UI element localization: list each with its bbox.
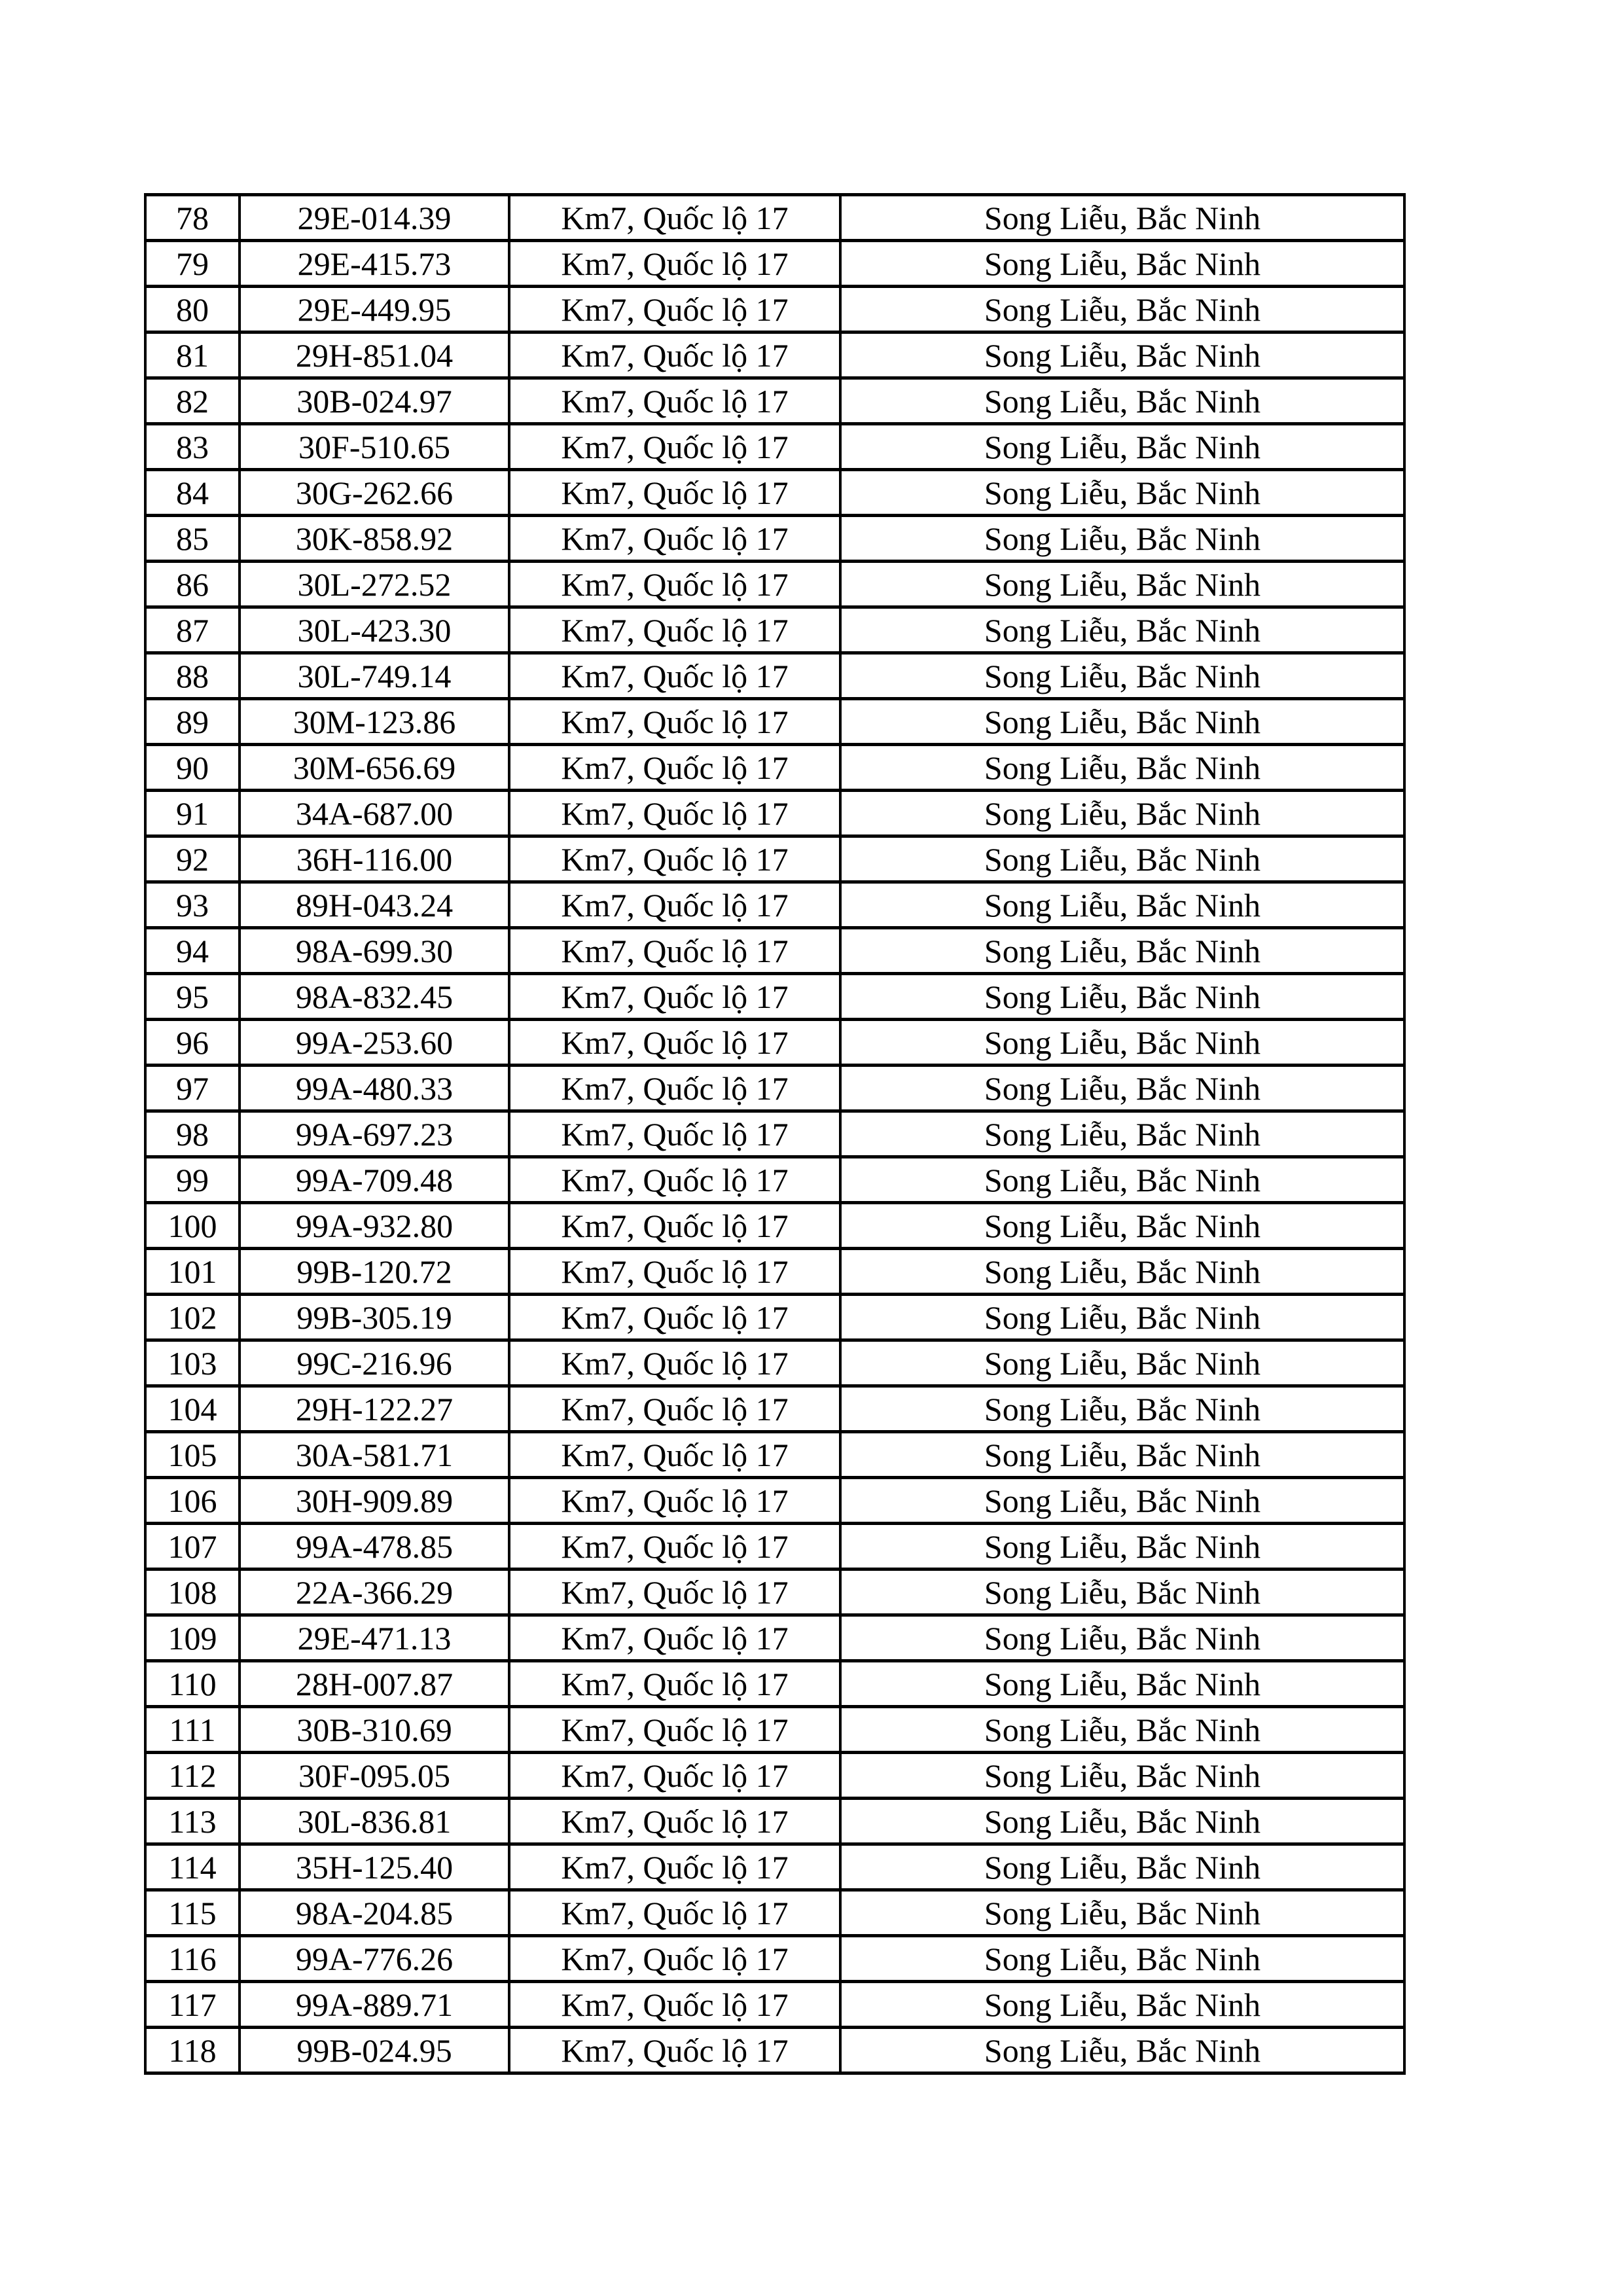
cell-no: 97 [145,1066,240,1111]
cell-location: Km7, Quốc lộ 17 [509,1570,840,1615]
cell-no: 92 [145,836,240,882]
table-row [145,653,1404,699]
cell-plate: 99A-697.23 [240,1111,509,1157]
cell-plate: 29E-471.13 [240,1615,509,1661]
cell-plate: 98A-832.45 [240,974,509,1020]
cell-no: 107 [145,1524,240,1570]
cell-plate: 30H-909.89 [240,1478,509,1524]
cell-no: 81 [145,332,240,378]
cell-plate: 30L-423.30 [240,607,509,653]
table-row [145,1111,1404,1157]
cell-address: Song Liễu, Bắc Ninh [840,1844,1404,1890]
cell-no: 118 [145,2028,240,2073]
cell-location: Km7, Quốc lộ 17 [509,1432,840,1478]
cell-plate: 30L-836.81 [240,1799,509,1844]
cell-address: Song Liễu, Bắc Ninh [840,1570,1404,1615]
cell-plate: 35H-125.40 [240,1844,509,1890]
cell-address: Song Liễu, Bắc Ninh [840,516,1404,562]
cell-no: 94 [145,928,240,974]
cell-no: 86 [145,562,240,607]
vehicle-plate-table [144,193,1406,2075]
table-row [145,1753,1404,1799]
cell-plate: 99B-024.95 [240,2028,509,2073]
cell-location: Km7, Quốc lộ 17 [509,1844,840,1890]
table-row [145,745,1404,791]
cell-address: Song Liễu, Bắc Ninh [840,791,1404,836]
cell-address: Song Liễu, Bắc Ninh [840,1066,1404,1111]
cell-address: Song Liễu, Bắc Ninh [840,1661,1404,1707]
cell-no: 106 [145,1478,240,1524]
cell-location: Km7, Quốc lộ 17 [509,745,840,791]
table-row [145,1157,1404,1203]
cell-location: Km7, Quốc lộ 17 [509,928,840,974]
cell-plate: 29H-851.04 [240,332,509,378]
cell-location: Km7, Quốc lộ 17 [509,195,840,241]
cell-no: 116 [145,1936,240,1982]
table-row [145,1524,1404,1570]
cell-plate: 30L-272.52 [240,562,509,607]
cell-plate: 99A-253.60 [240,1020,509,1066]
cell-address: Song Liễu, Bắc Ninh [840,1203,1404,1249]
cell-no: 114 [145,1844,240,1890]
cell-address: Song Liễu, Bắc Ninh [840,1111,1404,1157]
table-row [145,1432,1404,1478]
cell-plate: 89H-043.24 [240,882,509,928]
cell-location: Km7, Quốc lộ 17 [509,1295,840,1340]
cell-address: Song Liễu, Bắc Ninh [840,378,1404,424]
cell-plate: 30M-123.86 [240,699,509,745]
cell-plate: 34A-687.00 [240,791,509,836]
cell-address: Song Liễu, Bắc Ninh [840,745,1404,791]
cell-location: Km7, Quốc lộ 17 [509,1340,840,1386]
cell-address: Song Liễu, Bắc Ninh [840,1340,1404,1386]
cell-no: 104 [145,1386,240,1432]
cell-no: 85 [145,516,240,562]
cell-address: Song Liễu, Bắc Ninh [840,562,1404,607]
cell-plate: 30M-656.69 [240,745,509,791]
cell-location: Km7, Quốc lộ 17 [509,470,840,516]
table-row [145,928,1404,974]
cell-plate: 30L-749.14 [240,653,509,699]
table-row [145,2028,1404,2073]
cell-address: Song Liễu, Bắc Ninh [840,1890,1404,1936]
table-row [145,1203,1404,1249]
cell-no: 110 [145,1661,240,1707]
cell-plate: 99A-776.26 [240,1936,509,1982]
cell-plate: 99A-480.33 [240,1066,509,1111]
cell-no: 105 [145,1432,240,1478]
cell-location: Km7, Quốc lộ 17 [509,1890,840,1936]
cell-location: Km7, Quốc lộ 17 [509,1020,840,1066]
cell-location: Km7, Quốc lộ 17 [509,1157,840,1203]
cell-plate: 28H-007.87 [240,1661,509,1707]
table-row [145,607,1404,653]
table-row [145,1295,1404,1340]
cell-no: 83 [145,424,240,470]
cell-address: Song Liễu, Bắc Ninh [840,699,1404,745]
cell-no: 112 [145,1753,240,1799]
cell-no: 90 [145,745,240,791]
cell-no: 84 [145,470,240,516]
cell-plate: 22A-366.29 [240,1570,509,1615]
cell-location: Km7, Quốc lộ 17 [509,653,840,699]
table-row [145,332,1404,378]
table-row [145,516,1404,562]
cell-no: 80 [145,287,240,332]
cell-location: Km7, Quốc lộ 17 [509,882,840,928]
cell-location: Km7, Quốc lộ 17 [509,1799,840,1844]
cell-plate: 29E-014.39 [240,195,509,241]
cell-address: Song Liễu, Bắc Ninh [840,195,1404,241]
cell-location: Km7, Quốc lộ 17 [509,1615,840,1661]
cell-location: Km7, Quốc lộ 17 [509,699,840,745]
cell-location: Km7, Quốc lộ 17 [509,1936,840,1982]
cell-plate: 99B-120.72 [240,1249,509,1295]
cell-address: Song Liễu, Bắc Ninh [840,836,1404,882]
cell-no: 87 [145,607,240,653]
cell-address: Song Liễu, Bắc Ninh [840,1799,1404,1844]
cell-location: Km7, Quốc lộ 17 [509,378,840,424]
table-row [145,1020,1404,1066]
cell-plate: 30F-095.05 [240,1753,509,1799]
table-row [145,1936,1404,1982]
cell-address: Song Liễu, Bắc Ninh [840,1982,1404,2028]
cell-location: Km7, Quốc lộ 17 [509,1386,840,1432]
cell-no: 78 [145,195,240,241]
cell-address: Song Liễu, Bắc Ninh [840,287,1404,332]
cell-plate: 99C-216.96 [240,1340,509,1386]
cell-location: Km7, Quốc lộ 17 [509,424,840,470]
table-row [145,562,1404,607]
cell-address: Song Liễu, Bắc Ninh [840,607,1404,653]
cell-no: 99 [145,1157,240,1203]
cell-address: Song Liễu, Bắc Ninh [840,1615,1404,1661]
cell-address: Song Liễu, Bắc Ninh [840,653,1404,699]
cell-plate: 30K-858.92 [240,516,509,562]
cell-address: Song Liễu, Bắc Ninh [840,1157,1404,1203]
table-body [145,195,1404,2073]
cell-address: Song Liễu, Bắc Ninh [840,1524,1404,1570]
table-row [145,1386,1404,1432]
cell-location: Km7, Quốc lộ 17 [509,1478,840,1524]
cell-location: Km7, Quốc lộ 17 [509,1066,840,1111]
cell-address: Song Liễu, Bắc Ninh [840,1386,1404,1432]
cell-location: Km7, Quốc lộ 17 [509,1707,840,1753]
cell-no: 115 [145,1890,240,1936]
table-row [145,1707,1404,1753]
cell-no: 93 [145,882,240,928]
table-row [145,1982,1404,2028]
cell-address: Song Liễu, Bắc Ninh [840,2028,1404,2073]
cell-plate: 29E-449.95 [240,287,509,332]
cell-plate: 36H-116.00 [240,836,509,882]
cell-no: 108 [145,1570,240,1615]
cell-address: Song Liễu, Bắc Ninh [840,1478,1404,1524]
cell-address: Song Liễu, Bắc Ninh [840,1753,1404,1799]
table-row [145,195,1404,241]
cell-no: 113 [145,1799,240,1844]
cell-plate: 99A-478.85 [240,1524,509,1570]
cell-plate: 98A-699.30 [240,928,509,974]
table-row [145,378,1404,424]
table-row [145,1249,1404,1295]
cell-location: Km7, Quốc lộ 17 [509,1982,840,2028]
cell-location: Km7, Quốc lộ 17 [509,516,840,562]
cell-location: Km7, Quốc lộ 17 [509,791,840,836]
cell-plate: 30B-310.69 [240,1707,509,1753]
cell-plate: 29H-122.27 [240,1386,509,1432]
cell-no: 111 [145,1707,240,1753]
table-row [145,1799,1404,1844]
cell-location: Km7, Quốc lộ 17 [509,974,840,1020]
cell-location: Km7, Quốc lộ 17 [509,1661,840,1707]
cell-no: 82 [145,378,240,424]
cell-no: 102 [145,1295,240,1340]
cell-address: Song Liễu, Bắc Ninh [840,470,1404,516]
table-row [145,1340,1404,1386]
cell-address: Song Liễu, Bắc Ninh [840,1020,1404,1066]
cell-address: Song Liễu, Bắc Ninh [840,928,1404,974]
cell-no: 89 [145,699,240,745]
cell-no: 117 [145,1982,240,2028]
table-row [145,882,1404,928]
cell-plate: 99A-889.71 [240,1982,509,2028]
cell-plate: 99A-932.80 [240,1203,509,1249]
cell-location: Km7, Quốc lộ 17 [509,332,840,378]
cell-location: Km7, Quốc lộ 17 [509,2028,840,2073]
cell-location: Km7, Quốc lộ 17 [509,1203,840,1249]
cell-plate: 29E-415.73 [240,241,509,287]
cell-location: Km7, Quốc lộ 17 [509,1524,840,1570]
table-row [145,287,1404,332]
cell-location: Km7, Quốc lộ 17 [509,1111,840,1157]
cell-address: Song Liễu, Bắc Ninh [840,1936,1404,1982]
cell-plate: 30F-510.65 [240,424,509,470]
table-row [145,1844,1404,1890]
cell-plate: 98A-204.85 [240,1890,509,1936]
cell-no: 88 [145,653,240,699]
cell-plate: 99A-709.48 [240,1157,509,1203]
table-row [145,1890,1404,1936]
table-row [145,1661,1404,1707]
cell-no: 100 [145,1203,240,1249]
cell-no: 103 [145,1340,240,1386]
cell-address: Song Liễu, Bắc Ninh [840,1432,1404,1478]
cell-location: Km7, Quốc lộ 17 [509,836,840,882]
cell-address: Song Liễu, Bắc Ninh [840,332,1404,378]
cell-location: Km7, Quốc lộ 17 [509,607,840,653]
cell-address: Song Liễu, Bắc Ninh [840,424,1404,470]
cell-location: Km7, Quốc lộ 17 [509,287,840,332]
table-row [145,1478,1404,1524]
cell-address: Song Liễu, Bắc Ninh [840,241,1404,287]
cell-address: Song Liễu, Bắc Ninh [840,1249,1404,1295]
cell-plate: 30A-581.71 [240,1432,509,1478]
table-row [145,791,1404,836]
cell-location: Km7, Quốc lộ 17 [509,241,840,287]
cell-location: Km7, Quốc lộ 17 [509,1249,840,1295]
cell-location: Km7, Quốc lộ 17 [509,562,840,607]
table-row [145,241,1404,287]
cell-no: 96 [145,1020,240,1066]
cell-address: Song Liễu, Bắc Ninh [840,1707,1404,1753]
table-row [145,1066,1404,1111]
cell-plate: 99B-305.19 [240,1295,509,1340]
cell-no: 101 [145,1249,240,1295]
table-row [145,1570,1404,1615]
table-row [145,836,1404,882]
cell-no: 79 [145,241,240,287]
cell-address: Song Liễu, Bắc Ninh [840,1295,1404,1340]
cell-address: Song Liễu, Bắc Ninh [840,974,1404,1020]
cell-no: 91 [145,791,240,836]
cell-plate: 30G-262.66 [240,470,509,516]
table-row [145,699,1404,745]
cell-location: Km7, Quốc lộ 17 [509,1753,840,1799]
table-row [145,1615,1404,1661]
cell-address: Song Liễu, Bắc Ninh [840,882,1404,928]
table-row [145,974,1404,1020]
cell-no: 95 [145,974,240,1020]
cell-no: 98 [145,1111,240,1157]
cell-no: 109 [145,1615,240,1661]
table-row [145,424,1404,470]
cell-plate: 30B-024.97 [240,378,509,424]
table-row [145,470,1404,516]
